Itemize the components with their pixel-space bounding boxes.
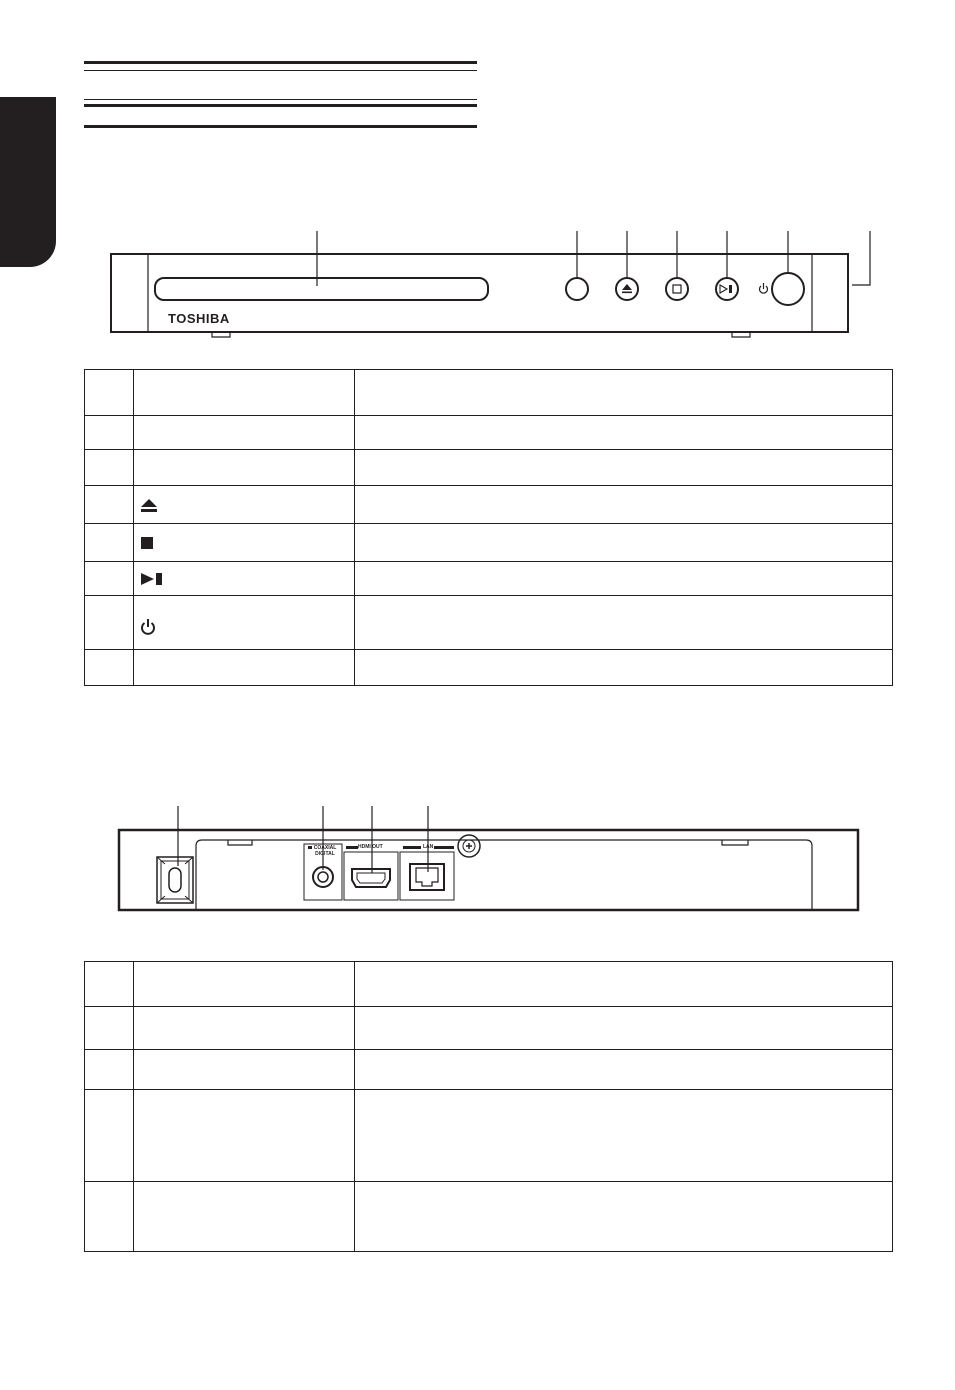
table-cell [355,416,893,450]
power-icon [140,618,156,636]
table-cell [134,524,355,562]
table-cell [355,1182,893,1252]
play-pause-icon [140,572,164,586]
front-panel-diagram [0,0,955,360]
power-inlet [157,857,193,903]
table-cell [355,1090,893,1182]
table-cell [355,486,893,524]
table-cell [134,370,355,416]
table-row [85,486,893,524]
table-cell [355,1007,893,1050]
table-cell [85,486,134,524]
table-row [85,1050,893,1090]
table-cell [134,416,355,450]
stop-button [666,278,688,300]
table-cell [85,1090,134,1182]
table-row [85,1090,893,1182]
coaxial-label: COAXIAL DIGITAL [313,845,337,857]
eject-icon [140,498,158,514]
table-row [85,524,893,562]
table-row [85,416,893,450]
table-cell [134,596,355,650]
table-cell [134,450,355,486]
table-cell [355,962,893,1007]
table-cell [355,596,893,650]
table-cell [134,486,355,524]
table-cell [355,450,893,486]
table-row [85,370,893,416]
table-cell [134,562,355,596]
table-cell [85,450,134,486]
table-cell [134,1050,355,1090]
table-cell [85,562,134,596]
table-cell [85,962,134,1007]
table-row [85,962,893,1007]
stop-icon [140,536,154,550]
table-cell [134,962,355,1007]
table-cell [134,650,355,686]
table-row [85,650,893,686]
front-brand-label: TOSHIBA [168,311,230,326]
table-cell [355,524,893,562]
table-row [85,450,893,486]
lan-label: LAN [423,844,434,850]
table-cell [85,524,134,562]
table-cell [134,1182,355,1252]
table-row [85,562,893,596]
table-cell [85,650,134,686]
table-cell [355,650,893,686]
disc-tray [155,278,488,300]
rear-panel-table [84,961,893,1252]
table-cell [134,1090,355,1182]
table-cell [85,1050,134,1090]
table-row [85,1007,893,1050]
table-cell [85,370,134,416]
hdmi-port [352,869,390,887]
table-cell [85,416,134,450]
table-cell [134,1007,355,1050]
hdmi-label: HDMI OUT [358,844,383,850]
table-cell [85,1182,134,1252]
remote-sensor [566,278,588,300]
table-row [85,596,893,650]
rear-panel-body [119,830,858,910]
table-cell [355,1050,893,1090]
power-button [772,273,804,305]
table-cell [85,1007,134,1050]
table-cell [355,562,893,596]
front-panel-table [84,369,893,686]
table-cell [355,370,893,416]
table-cell [85,596,134,650]
rear-panel-diagram [0,790,955,920]
table-row [85,1182,893,1252]
